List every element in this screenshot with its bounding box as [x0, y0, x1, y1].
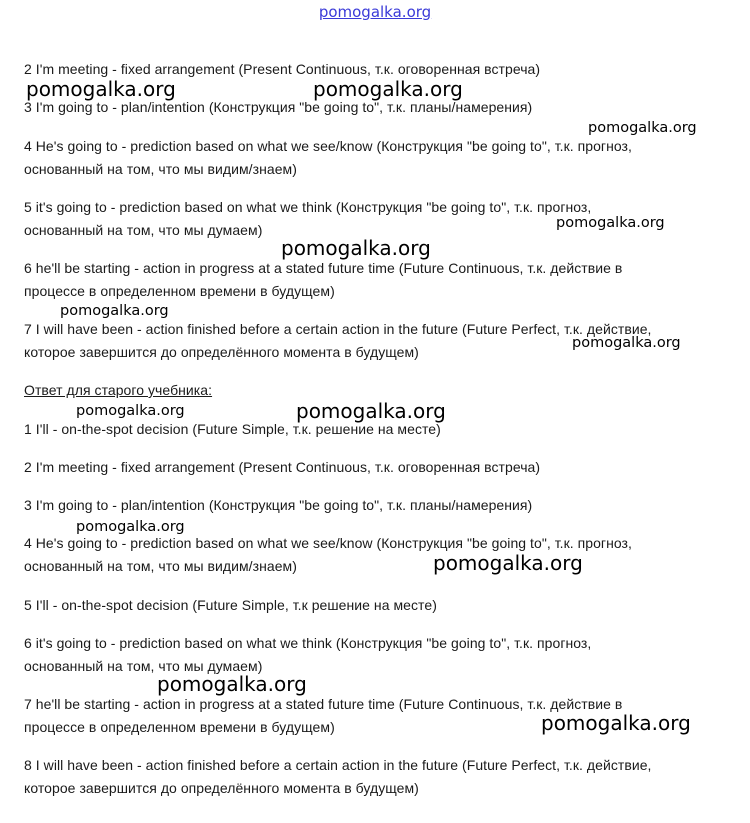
watermark-text: pomogalka.org [541, 711, 691, 735]
watermark-text: pomogalka.org [26, 77, 176, 101]
answer-line: 4 He's going to - prediction based on what we see/know (Конструкция "be going to", т.к. прогноз, [24, 535, 632, 551]
answer-line: основанный на том, что мы думаем) [24, 222, 263, 238]
answer-line: 7 I will have been - action finished before a certain action in the future (Future Perfect, т.к. действие, [24, 321, 652, 337]
watermark-text: pomogalka.org [60, 303, 169, 319]
watermark-text: pomogalka.org [572, 335, 681, 351]
watermark-text: pomogalka.org [157, 672, 307, 696]
answer-line: 3 I'm going to - plan/intention (Конструкция "be going to", т.к. планы/намерения) [24, 99, 533, 115]
answer-line: 5 I'll - on-the-spot decision (Future Simple, т.к решение на месте) [24, 597, 437, 613]
watermark-text: pomogalka.org [588, 120, 697, 136]
answer-line: 1 I'll - on-the-spot decision (Future Simple, т.к. решение на месте) [24, 421, 441, 437]
answer-line: 2 I'm meeting - fixed arrangement (Present Continuous, т.к. оговоренная встреча) [24, 459, 541, 475]
answer-line: 5 it's going to - prediction based on what we think (Конструкция "be going to", т.к. прогноз, [24, 199, 592, 215]
answer-line: 6 he'll be starting - action in progress at a stated future time (Future Continuous, т.к. действие в [24, 260, 623, 276]
answer-line: 3 I'm going to - plan/intention (Конструкция "be going to", т.к. планы/намерения) [24, 497, 533, 513]
answer-line: процессе в определенном времени в будущем) [24, 719, 335, 735]
answer-line: основанный на том, что мы думаем) [24, 658, 263, 674]
answer-line: 2 I'm meeting - fixed arrangement (Present Continuous, т.к. оговоренная встреча) [24, 61, 541, 77]
answer-line: основанный на том, что мы видим/знаем) [24, 558, 297, 574]
watermark-text: pomogalka.org [76, 403, 185, 419]
answer-line: 6 it's going to - prediction based on what we think (Конструкция "be going to", т.к. прогноз, [24, 635, 592, 651]
answer-line: которое завершится до определённого момента в будущем) [24, 344, 419, 360]
site-header-link[interactable]: pomogalka.org [318, 3, 432, 21]
watermark-text: pomogalka.org [76, 519, 185, 535]
watermark-text: pomogalka.org [556, 215, 665, 231]
watermark-text: pomogalka.org [296, 399, 446, 423]
answer-line: которое завершится до определённого момента в будущем) [24, 780, 419, 796]
answer-line: процессе в определенном времени в будущем) [24, 283, 335, 299]
answer-line: 8 I will have been - action finished before a certain action in the future (Future Perfect, т.к. действие, [24, 757, 652, 773]
answer-line: 7 he'll be starting - action in progress at a stated future time (Future Continuous, т.к. действие в [24, 696, 623, 712]
watermark-text: pomogalka.org [313, 77, 463, 101]
answer-line: 4 He's going to - prediction based on what we see/know (Конструкция "be going to", т.к. прогноз, [24, 138, 632, 154]
answer-line: основанный на том, что мы видим/знаем) [24, 161, 297, 177]
old-textbook-heading: Ответ для старого учебника: [24, 382, 213, 398]
watermark-text: pomogalka.org [281, 236, 431, 260]
watermark-text: pomogalka.org [433, 551, 583, 575]
